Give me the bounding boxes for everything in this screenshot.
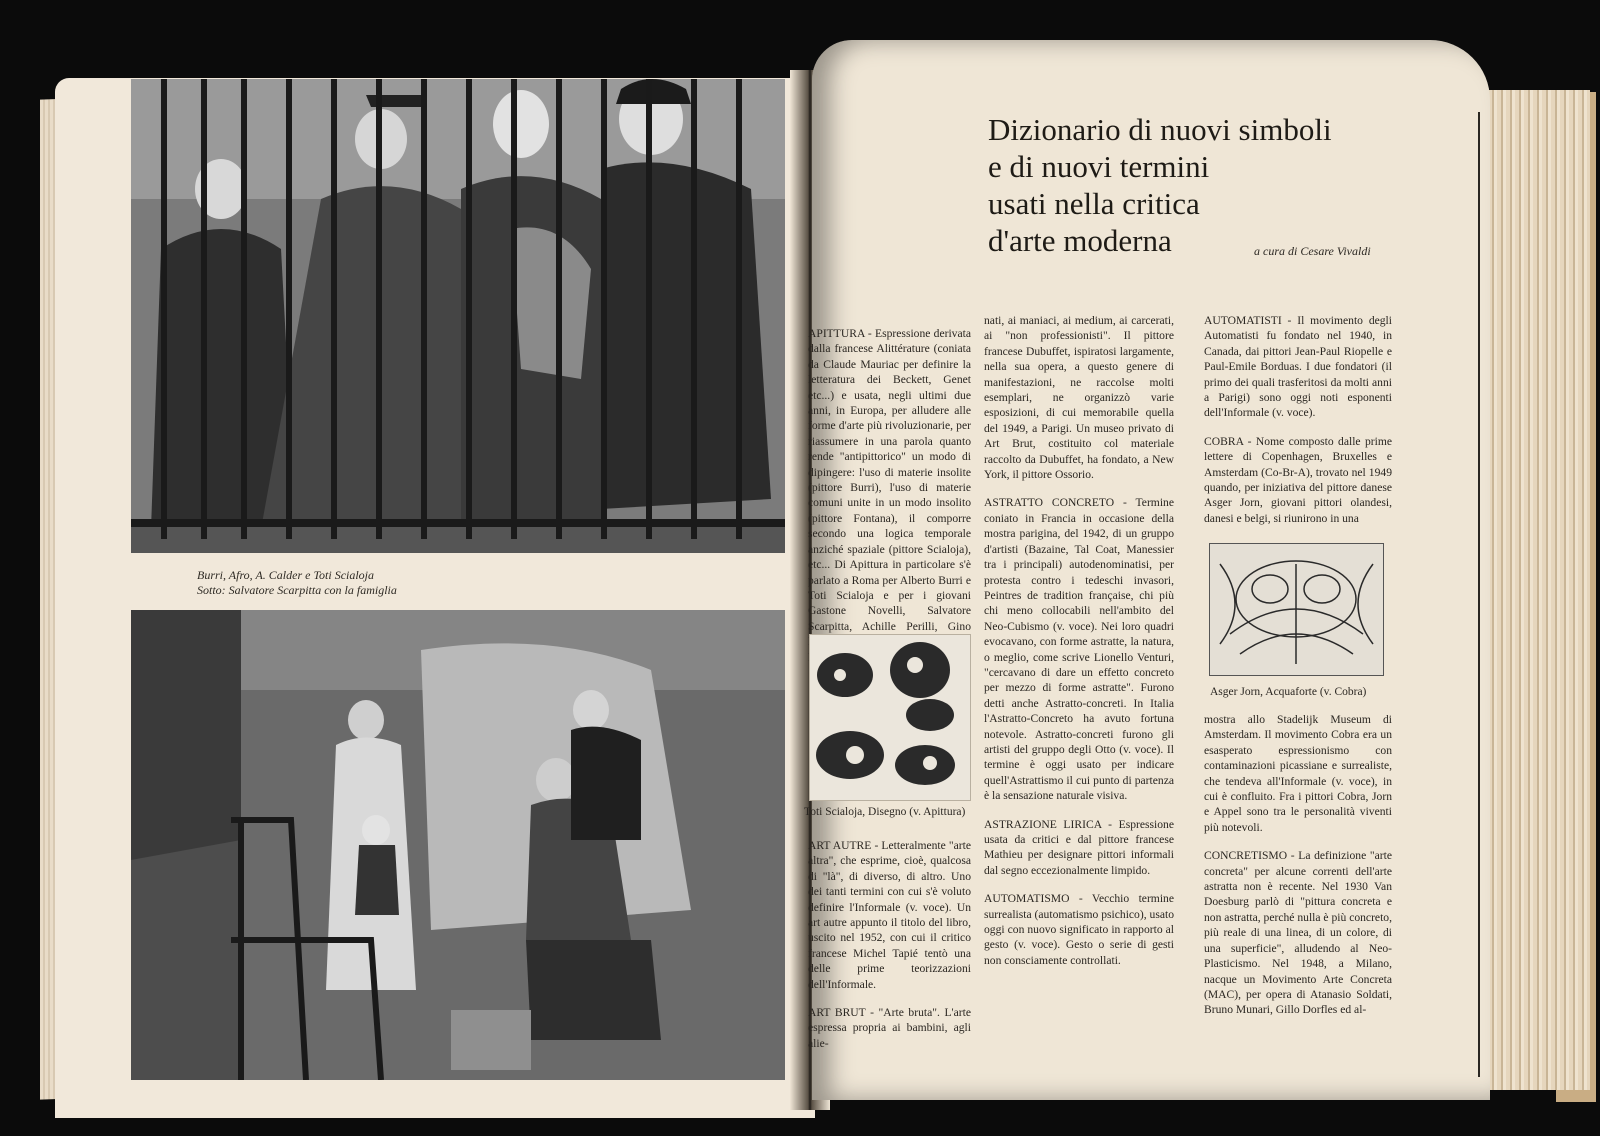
title-line-3: usati nella critica — [988, 186, 1200, 221]
caption-line-1: Burri, Afro, A. Calder e Toti Scialoja — [197, 568, 375, 582]
entry-cobra-continued: mostra allo Stadelijk Museum di Amsterdam. Il movimento Cobra era un esasperato espressionismo con contaminazioni picassiane e surrealiste, che tendeva all'Informale (v. voce), in cui è confluito. Fra i pittori Cobra, Jorn e Appel sono tra le personalità viventi più notevoli. — [1204, 713, 1392, 834]
column-1 — [808, 326, 971, 678]
entry-apittura: APITTURA - Espressione derivata dalla francese Alittérature (coniata da Claude Mauriac per definire la letteratura dei Beckett, Genet etc...) e usata, negli ultimi due anni, in Europa, per alludere alle forme d'arte più rivoluzionarie, per riassumere in una parola quanto rende "antipittorico" un modo di dipingere: l'uso di materie insolite (pittore Burri), l'uso di materie comuni unite in un modo insolito (pittore Fontana), il comporre secondo una logica temporale anziché spaziale (pittore Scialoja), etc... Di Apittura in particolare s'è parlato a Roma per Alberto Burri e Toti Scialoja e per i giovani Gastone Novelli, Salvatore Scarpitta, Achille Perilli, Gino — [808, 327, 971, 633]
byline: a cura di Cesare Vivaldi — [1254, 244, 1371, 258]
column-2 — [984, 313, 1174, 981]
title-line-1: Dizionario di nuovi simboli — [988, 112, 1332, 147]
article-title — [988, 111, 1458, 259]
title-line-2: e di nuovi termini — [988, 149, 1210, 184]
entry-astrazione-lirica: ASTRAZIONE LIRICA - Espressione usata da critici e dal pittore francese Mathieu per designare pittori informali dal segno eccezionalmente limpido. — [984, 817, 1174, 877]
photo-caption — [197, 568, 757, 598]
entry-cobra: COBRA - Nome composto dalle prime lettere di Copenhagen, Bruxelles e Amsterdam (Co-Br-A), trovato nel 1949 quando, per iniziativa del pittore danese Asger Jorn, giovani pittori olandesi, danesi e belgi, si riunirono in una — [1204, 434, 1392, 525]
entry-art-brut: ART BRUT - "Arte bruta". L'arte espressa propria ai bambini, agli alie- — [808, 1006, 971, 1050]
caption-jorn: Asger Jorn, Acquaforte (v. Cobra) — [1210, 686, 1367, 698]
column-1-lower — [808, 838, 971, 1064]
column-3 — [1204, 313, 1392, 539]
image-jorn-etching — [1209, 543, 1384, 676]
right-page-margin-line — [1478, 112, 1480, 1077]
column-3-lower — [1204, 712, 1392, 1031]
entry-art-brut-continued: nati, ai maniaci, ai medium, ai carcerati, ai "non professionisti". Il pittore francese Dubuffet, ispiratosi largamente, nella sua opera, a questo genere di manifestazioni, ne raccolse molti esemplari, ne organizzò varie esposizioni, di cui memorabile quella del 1949, a Parigi. Un museo privato di Art Brut, costituito col materiale raccolto da Dubuffet, ha fondato, a New York, il pittore Ossorio. — [984, 314, 1174, 482]
photo-artists-behind-bars — [131, 79, 785, 553]
photo-scarpitta-family — [131, 610, 785, 1080]
caption-scialoja: Toti Scialoja, Disegno (v. Apittura) — [804, 806, 966, 818]
caption-line-2: Sotto: Salvatore Scarpitta con la famiglia — [197, 583, 397, 597]
entry-astratto-concreto: ASTRATTO CONCRETO - Termine coniato in Francia in occasione della mostra parigina, del 1942, di un gruppo d'artisti (Bazaine, Tal Coat, Manessier tra i principali) autodenominatisi, per protesta contro i tedeschi invasori, Peintres de tradition française, chi più chi meno collocabili nell'ambito del Neo-Cubismo (v. voce). Nei loro quadri evocavano, con forme astratte, la natura, o meglio, come scrive Lionello Venturi, "cercavano di dare un effetto concreto per mezzo di forme astratte". Furono detti anche Astratto-concreti. In Italia l'Astratto-Concreto ha avuto fortuna notevole. Astratto-concreti furono gli artisti del gruppo degli Otto (v. voce). Il termine è oggi usato per indicare quell'Astrattismo il cui punto di partenza è la sensazione naturale visiva. — [984, 496, 1174, 803]
entry-automatisti: AUTOMATISTI - Il movimento degli Automatisti fu fondato nel 1940, in Canada, dai pittori Jean-Paul Riopelle e Paul-Emile Borduas. I due fondatori (il primo dei quali trasferitosi da molti anni a Parigi) sono oggi noti esponenti dell'Informale (v. voce). — [1204, 314, 1392, 420]
image-scialoja-drawing — [809, 634, 971, 801]
title-line-4: d'arte moderna — [988, 223, 1172, 258]
entry-art-autre: ART AUTRE - Letteralmente "arte altra", che esprime, cioè, qualcosa di "là", di diverso, di altro. Uno dei tanti termini con cui s'è voluto definire l'Informale (v. voce). Un art autre appunto il titolo del libro, uscito nel 1952, con cui il critico francese Michel Tapié tentò una delle prime teorizzazioni dell'Informale. — [808, 839, 971, 991]
entry-automatismo: AUTOMATISMO - Vecchio termine surrealista (automatismo psichico), usato oggi con nuovo significato in rapporto al gesto (v. voce). Gesto o serie di gesti non consciamente controllati. — [984, 892, 1174, 967]
entry-concretismo: CONCRETISMO - La definizione "arte concreta" per alcune correnti dell'arte astratta non è recente. Nel 1930 Van Doesburg parlò di "pittura concreta e non astratta, perché nulla è più concreto, più reale di una linea, di un colore, di una superficie", alludendo al Neo-Plasticismo. Nel 1948, a Milano, nacque un Movimento Arte Concreta (MAC), per opera di Atanasio Soldati, Bruno Munari, Gillo Dorfles ed al- — [1204, 849, 1392, 1017]
